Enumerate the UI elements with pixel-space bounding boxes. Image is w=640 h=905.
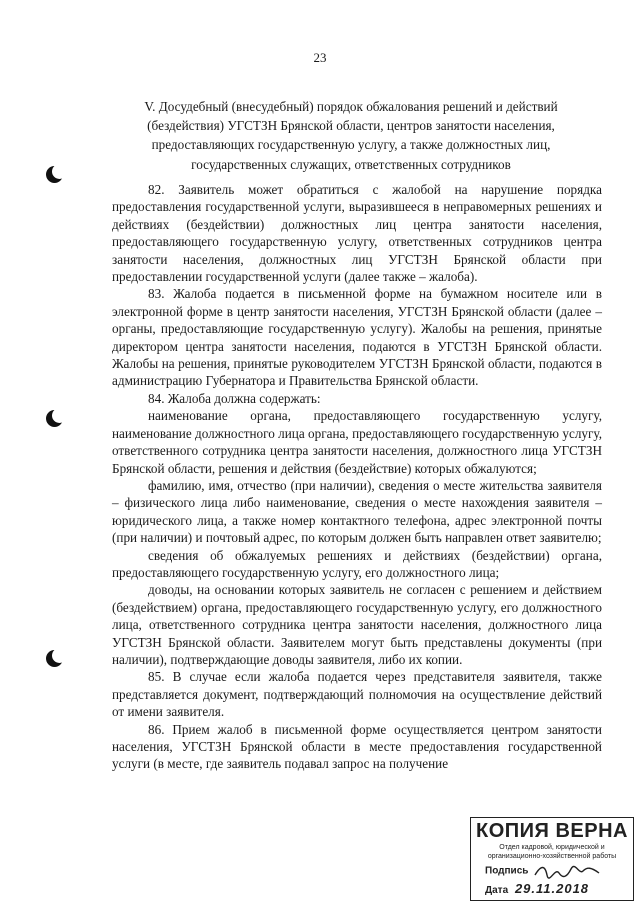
paragraph: 83. Жалоба подается в письменной форме на бумажном носителе или в электронной форме в центр занятости населения, УГСТЗН Брянской области (далее – органы, предоставляющие государственную услугу). Жалобы на решения, принятые директором центра занятости населения, подаются в УГСТЗН Брянской области. Жалобы на решения, принятые руководителем УГСТЗН Брянской области, подаются в администрацию Губернатора и Правительства Брянской области. <box>112 286 602 389</box>
document-body <box>112 181 602 773</box>
stamp-title: КОПИЯ ВЕРНА <box>476 820 628 842</box>
page-number: 23 <box>313 50 327 65</box>
stamp-signature-row <box>485 863 633 879</box>
date-label: Дата <box>485 885 509 896</box>
paragraph: доводы, на основании которых заявитель не согласен с решением и действием (бездействием) органа, предоставляющего государственную услугу, его должностного лица, ответственного сотрудника центра занятости населения, должностного лица УГСТЗН Брянской области. Заявителем могут быть представлены документы (при наличии), подтверждающие доводы заявителя, либо их копии. <box>112 582 602 667</box>
paragraph: фамилию, имя, отчество (при наличии), сведения о месте жительства заявителя – физического лица либо наименование, сведения о месте нахождения заявителя – юридического лица, а также номер контактного телефона, адрес электронной почты (при наличии) и почтовый адрес, по которым должен быть направлен ответ заявителю; <box>112 477 602 546</box>
certified-copy-stamp <box>470 817 634 901</box>
paragraph: 85. В случае если жалоба подается через представителя заявителя, также представляется документ, подтверждающий полномочия на осуществление действий от имени заявителя. <box>112 669 602 720</box>
hole-punch-mark <box>46 410 63 427</box>
hole-punch-mark <box>46 650 63 667</box>
handwritten-signature <box>533 863 603 879</box>
date-value: 29.11.2018 <box>514 881 590 896</box>
paragraph: 84. Жалоба должна содержать: <box>148 390 321 406</box>
paragraph: наименование органа, предоставляющего государственную услугу, наименование должностного лица органа, предоставляющего государственную услугу, ответственного сотрудника центра занятости населения, должностного лица УГСТЗН Брянской области, решения и действия (бездействие) которых обжалуются; <box>112 408 602 476</box>
stamp-department: Отдел кадровой, юридической и организационно-хозяйственной работы <box>487 844 617 860</box>
paragraph: 86. Прием жалоб в письменной форме осуществляется центром занятости населения, УГСТЗН Брянской области в месте предоставления государственной услуги (в месте, где заявитель подавал запрос на получение <box>112 721 602 772</box>
section-heading: V. Досудебный (внесудебный) порядок обжалования решений и действий (бездействия) УГСТЗН Брянской области, центров занятости населения, предоставляющих государственную услугу, а также должностных лиц, государственных служащих, ответственных сотрудников <box>144 99 558 172</box>
stamp-date-row <box>485 881 633 896</box>
hole-punch-mark <box>46 166 63 183</box>
paragraph: 82. Заявитель может обратиться с жалобой на нарушение порядка предоставления государственной услуги, выразившееся в неправомерных решениях и действиях (бездействии) должностных лиц центра занятости населения, предоставляющего государственную услугу, ответственных сотрудников центра занятости населения, должностных лиц УГСТЗН Брянской области при предоставлении государственной услуги (далее также – жалоба). <box>112 182 602 285</box>
paragraph: сведения об обжалуемых решениях и действиях (бездействии) органа, предоставляющего государственную услугу, его должностного лица; <box>112 547 602 580</box>
signature-label: Подпись <box>485 865 529 877</box>
